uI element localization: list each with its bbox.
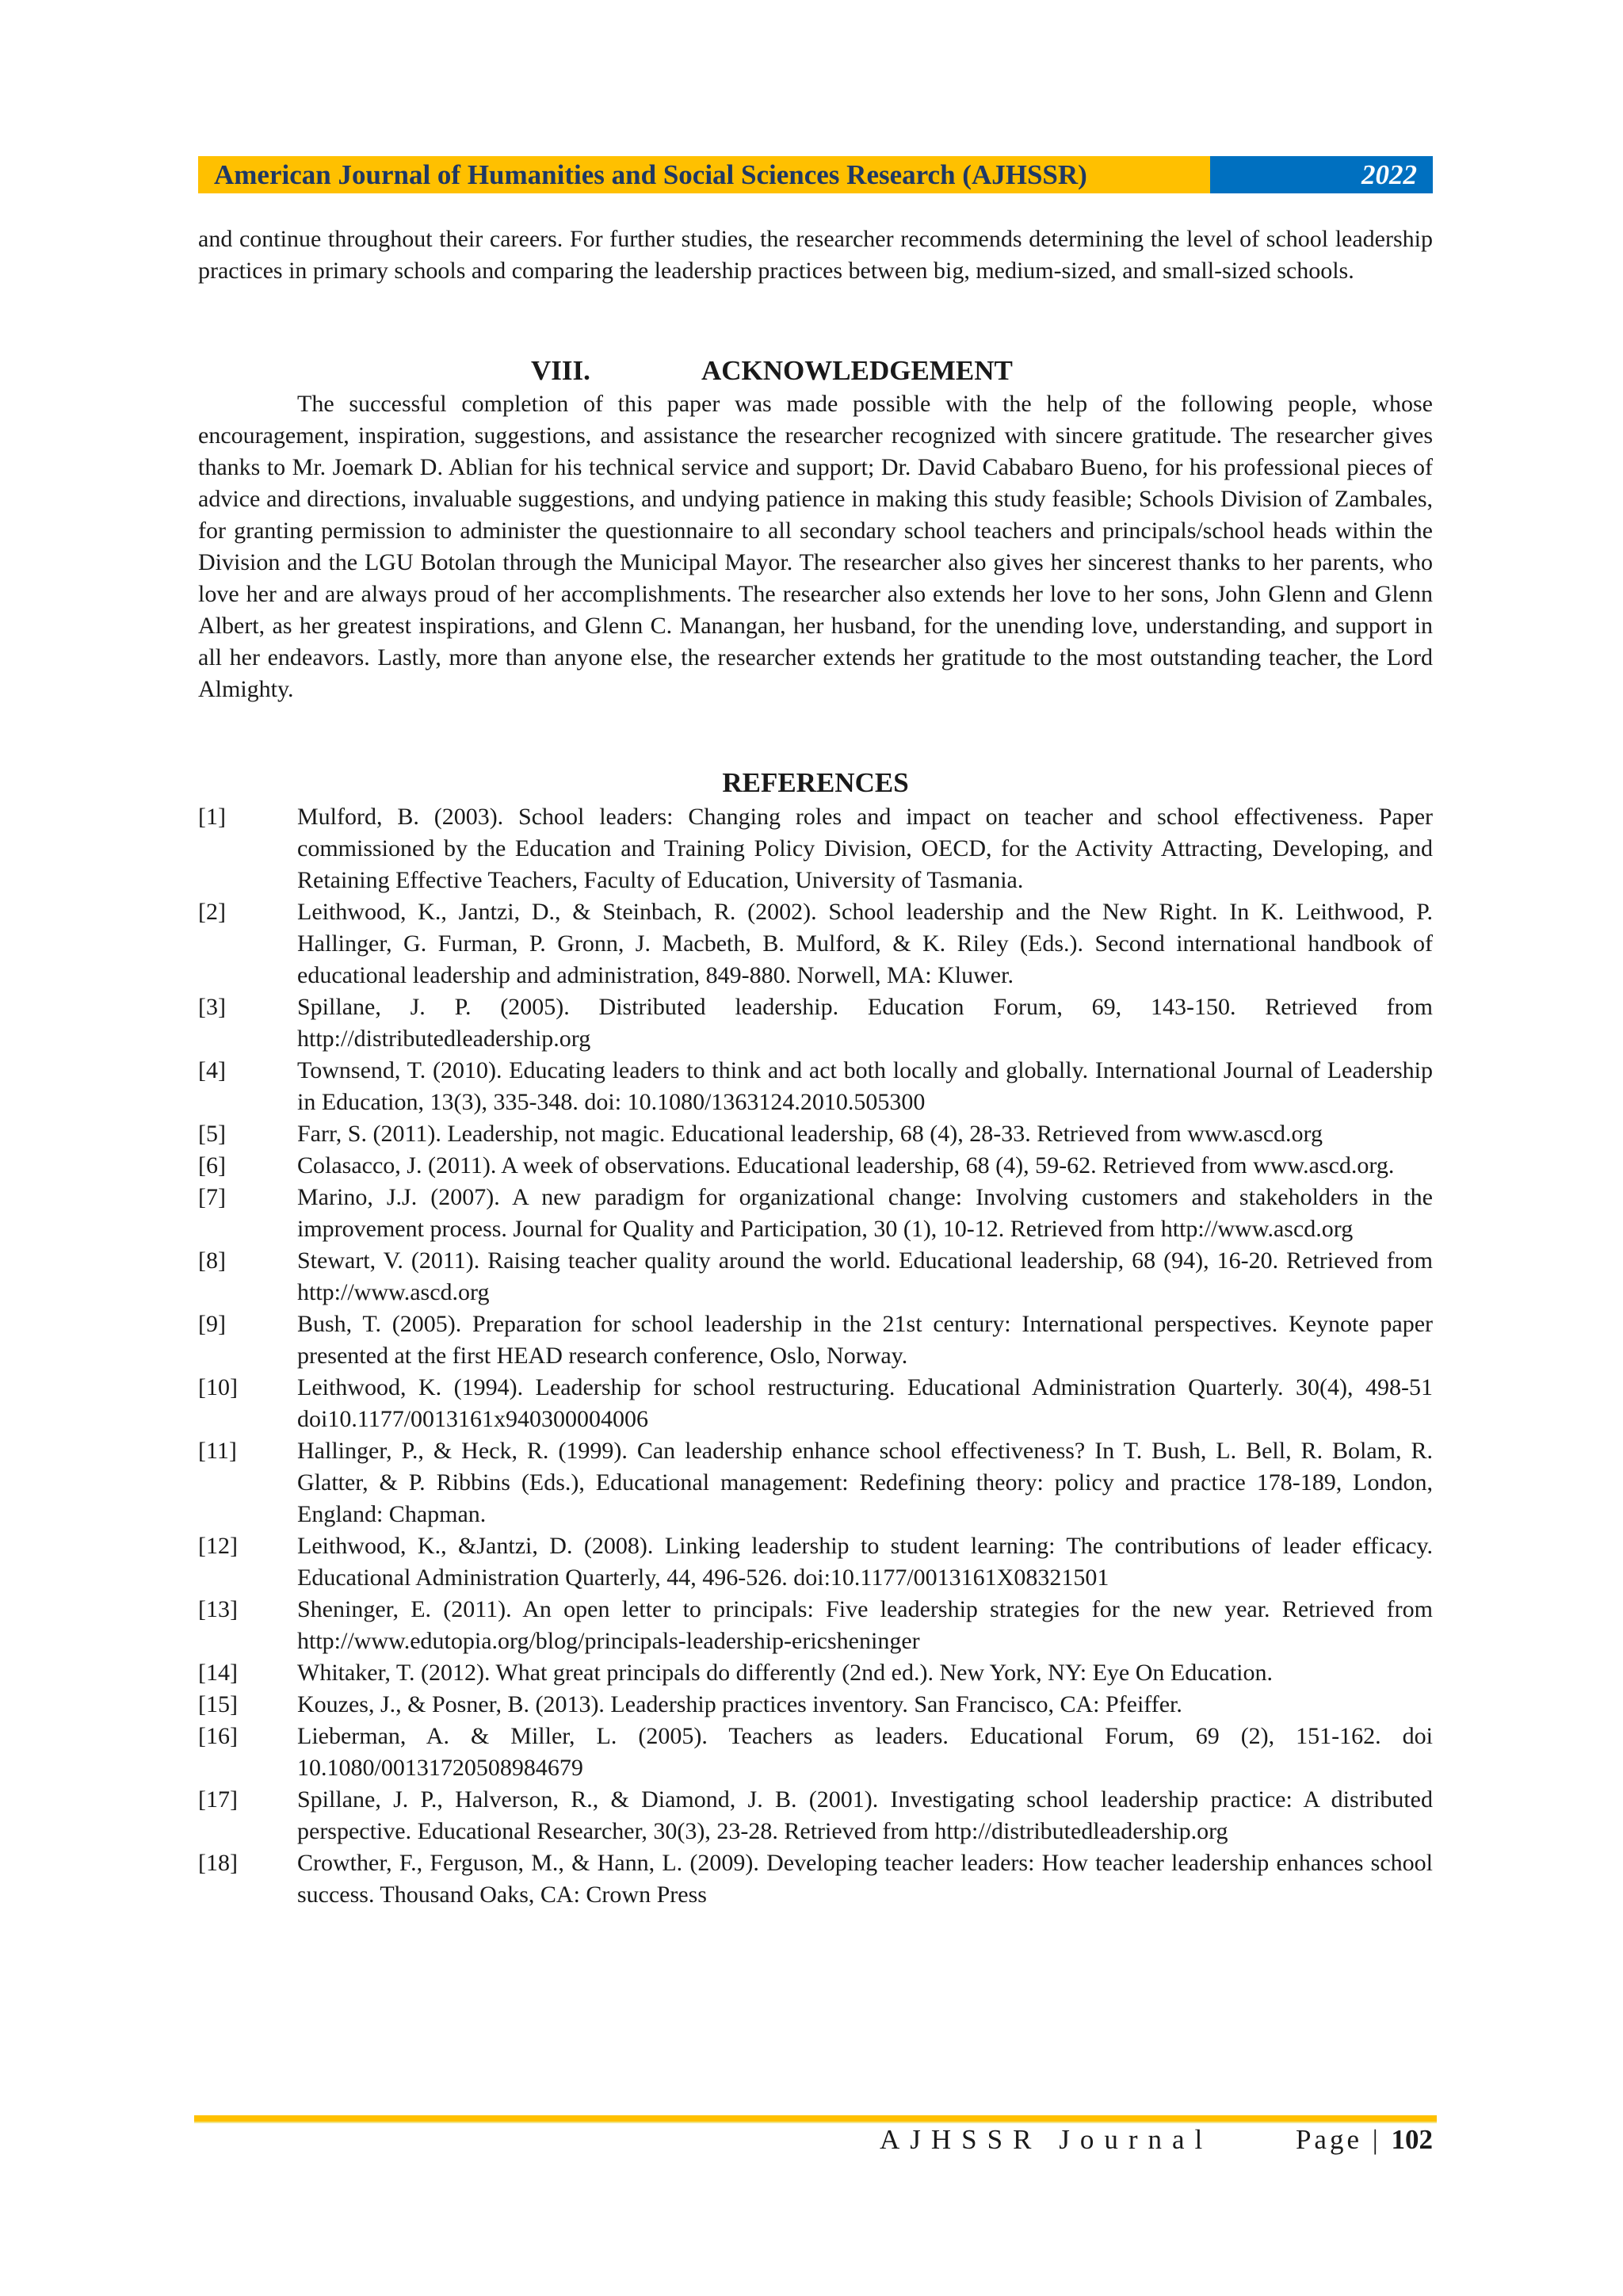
reference-text: Spillane, J. P., Halverson, R., & Diamond, J. B. (2001). Investigating school leadership practice: A distributed perspective. Educational Researcher, 30(3), 23-28. Retrieved from http://distributedleadership.org <box>297 1786 1433 1844</box>
reference-item <box>198 991 1433 1055</box>
reference-number: [12] <box>198 1533 238 1559</box>
page-footer <box>198 2124 1433 2159</box>
reference-number: [16] <box>198 1723 238 1749</box>
journal-year: 2022 <box>1210 156 1433 193</box>
reference-number: [7] <box>198 1184 226 1210</box>
reference-number: [2] <box>198 899 226 925</box>
reference-item <box>198 1784 1433 1847</box>
reference-list <box>198 801 1433 1911</box>
section-title: ACKNOWLEDGEMENT <box>701 355 1013 386</box>
reference-text: Stewart, V. (2011). Raising teacher quality around the world. Educational leadership, 68 (94), 16-20. Retrieved from http://www.ascd.org <box>297 1247 1433 1305</box>
reference-text: Townsend, T. (2010). Educating leaders to think and act both locally and globally. International Journal of Leadership in Education, 13(3), 335-348. doi: 10.1080/1363124.2010.505300 <box>297 1057 1433 1115</box>
references-heading: REFERENCES <box>722 767 909 798</box>
reference-item <box>198 1182 1433 1245</box>
reference-item <box>198 1118 1433 1150</box>
acknowledgement-paragraph: The successful completion of this paper was made possible with the help of the following people, whose encouragement, inspiration, suggestions, and assistance the researcher recognized with sincere gratitude. The researcher gives thanks to Mr. Joemark D. Ablian for his technical service and support; Dr. David Cababaro Bueno, for his professional pieces of advice and directions, invaluable suggestions, and undying patience in making this study feasible; Schools Division of Zambales, for granting permission to administer the questionnaire to all secondary school teachers and principals/school heads within the Division and the LGU Botolan through the Municipal Mayor. The researcher also gives her sincerest thanks to her parents, who love her and are always proud of her accomplishments. The researcher also extends her love to her sons, John Glenn and Glenn Albert, as her greatest inspirations, and Glenn C. Manangan, her husband, for the unending love, understanding, and support in all her endeavors. Lastly, more than anyone else, the researcher extends her gratitude to the most outstanding teacher, the Lord Almighty. <box>198 391 1433 702</box>
reference-item <box>198 1689 1433 1721</box>
reference-text: Kouzes, J., & Posner, B. (2013). Leadership practices inventory. San Francisco, CA: Pfeiffer. <box>297 1691 1182 1717</box>
reference-text: Leithwood, K., &Jantzi, D. (2008). Linking leadership to student learning: The contributions of leader efficacy. Educational Administration Quarterly, 44, 496-526. doi:10.1177/0013161X08321501 <box>297 1533 1433 1591</box>
reference-item <box>198 1308 1433 1372</box>
reference-text: Mulford, B. (2003). School leaders: Changing roles and impact on teacher and school effectiveness. Paper commissioned by the Education and Training Policy Division, OECD, for the Activity Attracting, Developing, and Retaining Effective Teachers, Faculty of Education, University of Tasmania. <box>297 804 1433 893</box>
reference-number: [10] <box>198 1374 238 1400</box>
reference-item <box>198 1721 1433 1784</box>
reference-item <box>198 801 1433 896</box>
reference-text: Farr, S. (2011). Leadership, not magic. Educational leadership, 68 (4), 28-33. Retrieved from www.ascd.org <box>297 1121 1323 1147</box>
page-number-value: 102 <box>1391 2124 1433 2155</box>
reference-item <box>198 1530 1433 1594</box>
reference-item <box>198 1847 1433 1911</box>
reference-item <box>198 1245 1433 1308</box>
acknowledgement-heading <box>198 355 1433 390</box>
reference-text: Colasacco, J. (2011). A week of observations. Educational leadership, 68 (4), 59-62. Retrieved from www.ascd.org. <box>297 1152 1395 1179</box>
reference-text: Hallinger, P., & Heck, R. (1999). Can leadership enhance school effectiveness? In T. Bush, L. Bell, R. Bolam, R. Glatter, & P. Ribbins (Eds.), Educational management: Redefining theory: policy and practice 178-189, London, England: Chapman. <box>297 1438 1433 1527</box>
reference-text: Leithwood, K. (1994). Leadership for school restructuring. Educational Administration Quarterly. 30(4), 498-51 doi10.1177/0013161x940300004006 <box>297 1374 1433 1432</box>
reference-item <box>198 1594 1433 1657</box>
journal-header <box>198 156 1433 193</box>
reference-text: Whitaker, T. (2012). What great principals do differently (2nd ed.). New York, NY: Eye On Education. <box>297 1660 1274 1686</box>
reference-number: [18] <box>198 1850 238 1876</box>
reference-item <box>198 1055 1433 1118</box>
reference-text: Crowther, F., Ferguson, M., & Hann, L. (2009). Developing teacher leaders: How teacher leadership enhances school success. Thousand Oaks, CA: Crown Press <box>297 1850 1433 1908</box>
intro-paragraph: and continue throughout their careers. For further studies, the researcher recommends determining the level of school leadership practices in primary schools and comparing the leadership practices between big, medium-sized, and small-sized schools. <box>198 226 1433 284</box>
footer-divider <box>194 2115 1437 2123</box>
reference-text: Lieberman, A. & Miller, L. (2005). Teachers as leaders. Educational Forum, 69 (2), 151-162. doi 10.1080/00131720508984679 <box>297 1723 1433 1781</box>
reference-item <box>198 1657 1433 1689</box>
reference-number: [8] <box>198 1247 226 1274</box>
reference-number: [6] <box>198 1152 226 1179</box>
reference-number: [3] <box>198 994 226 1020</box>
footer-journal-name: AJHSSR Journal <box>880 2124 1213 2155</box>
reference-number: [15] <box>198 1691 238 1717</box>
reference-number: [1] <box>198 804 226 830</box>
reference-text: Marino, J.J. (2007). A new paradigm for organizational change: Involving customers and stakeholders in the improvement process. Journal for Quality and Participation, 30 (1), 10-12. Retrieved from http://www.ascd.org <box>297 1184 1433 1242</box>
page-label: Page | <box>1295 2124 1381 2155</box>
reference-text: Sheninger, E. (2011). An open letter to principals: Five leadership strategies for the new year. Retrieved from http://www.edutopia.org/blog/principals-leadership-ericsheninger <box>297 1596 1433 1654</box>
reference-number: [11] <box>198 1438 237 1464</box>
reference-number: [13] <box>198 1596 238 1622</box>
reference-number: [4] <box>198 1057 226 1083</box>
reference-item <box>198 1150 1433 1182</box>
reference-text: Spillane, J. P. (2005). Distributed leadership. Education Forum, 69, 143-150. Retrieved from http://distributedleadership.org <box>297 994 1433 1052</box>
section-number: VIII. <box>531 355 590 386</box>
reference-item <box>198 896 1433 991</box>
reference-number: [9] <box>198 1311 226 1337</box>
reference-item <box>198 1372 1433 1435</box>
reference-number: [5] <box>198 1121 226 1147</box>
reference-text: Bush, T. (2005). Preparation for school leadership in the 21st century: International perspectives. Keynote paper presented at the first HEAD research conference, Oslo, Norway. <box>297 1311 1433 1369</box>
reference-number: [14] <box>198 1660 238 1686</box>
journal-title: American Journal of Humanities and Social Sciences Research (AJHSSR) <box>198 156 1210 193</box>
reference-number: [17] <box>198 1786 238 1813</box>
reference-item <box>198 1435 1433 1530</box>
page-number <box>1296 2124 1433 2156</box>
reference-text: Leithwood, K., Jantzi, D., & Steinbach, R. (2002). School leadership and the New Right. In K. Leithwood, P. Hallinger, G. Furman, P. Gronn, J. Macbeth, B. Mulford, & K. Riley (Eds.). Second international handbook of educational leadership and administration, 849-880. Norwell, MA: Kluwer. <box>297 899 1433 988</box>
